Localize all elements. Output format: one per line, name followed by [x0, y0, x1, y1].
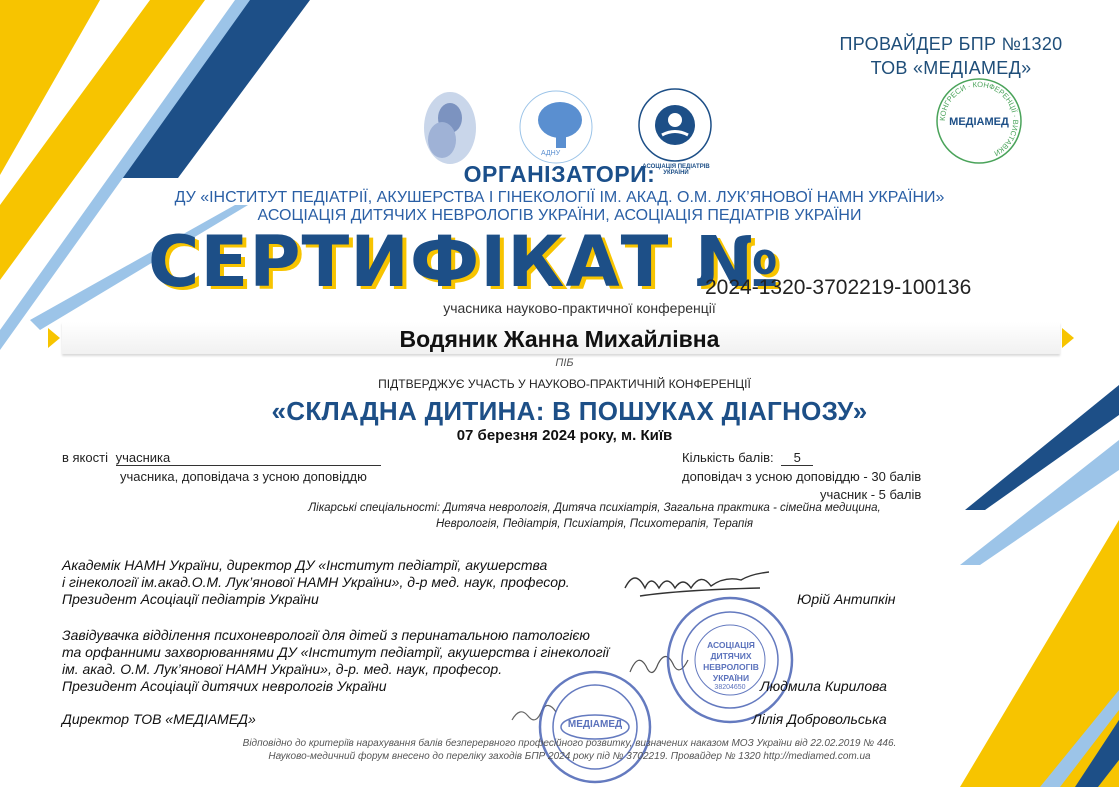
certificate-subtitle: учасника науково-практичної конференції — [443, 300, 716, 316]
adnu-logo-text: АДНУ — [541, 150, 561, 157]
signatory-2-position — [62, 627, 609, 695]
signatory-1-line-1: Академік НАМН України, директор ДУ «Інститут педіатрії, акушерства — [62, 557, 548, 573]
conference-title: «СКЛАДНА ДИТИНА: В ПОШУКАХ ДІАГНОЗУ» — [271, 396, 868, 426]
name-label: ПІБ — [555, 357, 574, 369]
pediatrics-association-logo-icon — [639, 89, 711, 161]
points-speaker: доповідач з усною доповіддю - 30 балів — [682, 469, 922, 484]
role-options: учасника, доповідача з усною доповіддю — [120, 469, 367, 484]
conference-date-place: 07 березня 2024 року, м. Київ — [456, 427, 673, 444]
specialties-line-2: Неврологія, Педіатрія, Психіатрія, Психотерапія, Терапія — [435, 518, 754, 530]
points-value: 5 — [781, 450, 813, 466]
organizers-line-2: АСОЦІАЦІЯ ДИТЯЧИХ НЕВРОЛОГІВ УКРАЇНИ, АСОЦІАЦІЯ ПЕДІАТРІВ УКРАЇНИ — [257, 207, 862, 224]
signatory-2-line-1: Завідувачка відділення психоневрології для дітей з перинатальною патологією — [62, 627, 590, 643]
signatory-2-line-3: ім. акад. О.М. Лук’янової НАМН України», д-р. мед. наук, професор. — [62, 661, 503, 677]
footer-line-2: Науково-медичний форум внесено до переліку заходів БПР 2024 року під № 3702219. Провайдер № 1320 http://mediamed.com.ua — [268, 751, 871, 762]
signatory-1-line-3: Президент Асоціації педіатрів України — [62, 591, 319, 607]
confirm-text: ПІДТВЕРДЖУЄ УЧАСТЬ У НАУКОВО-ПРАКТИЧНІЙ КОНФЕРЕНЦІЇ — [378, 377, 751, 391]
certificate-number: 2024-1320-3702219-100136 — [705, 276, 972, 299]
signatory-1-line-2: і гінекології ім.акад.О.М. Лук’янової НАМН України», д-р мед. наук, професор. — [62, 574, 570, 590]
signatory-1-position — [62, 557, 570, 608]
mediamed-logo-ring-text: КОНГРЕСИ · КОНФЕРЕНЦІЇ · ВИСТАВКИ — [937, 79, 1021, 158]
points-block — [682, 450, 813, 466]
signatory-3-position — [62, 711, 256, 728]
signature-antypkin — [625, 572, 769, 596]
role-value: учасника — [116, 450, 381, 466]
institute-emblem-icon — [424, 92, 476, 164]
participant-name: Водяник Жанна Михайлівна — [399, 326, 720, 352]
organizers-title: ОРГАНІЗАТОРИ: — [463, 161, 656, 187]
mediamed-logo-icon — [934, 76, 1024, 166]
signatory-1-name: Юрій Антипкін — [797, 591, 896, 607]
signatory-2-line-4: Президент Асоціації дитячих неврологів України — [62, 678, 387, 694]
signatory-2-line-2: та орфанними захворюваннями ДУ «Інститут педіатрії, акушерства і гінекології — [62, 644, 609, 660]
mediamed-logo-text: МЕДІАМЕД — [949, 116, 1009, 128]
organizers-line-1: ДУ «ІНСТИТУТ ПЕДІАТРІЇ, АКУШЕРСТВА І ГІНЕКОЛОГІЇ ІМ. АКАД. О.М. ЛУК’ЯНОВОЇ НАМН УКРАЇНИ» — [174, 189, 945, 206]
provider-line-2: ТОВ «МЕДІАМЕД» — [870, 58, 1032, 78]
role-label: в якості — [62, 450, 108, 465]
signatory-3-line-1: Директор ТОВ «МЕДІАМЕД» — [62, 711, 256, 727]
association-stamp-code: 38204650 — [714, 684, 746, 691]
mediamed-stamp-text: МЕДІАМЕД — [567, 719, 623, 730]
footer-line-1: Відповідно до критеріїв нарахування балів безперервного професійного розвитку, визначених наказом МОЗ України від 22.02.2019 № 446. — [242, 738, 897, 749]
certificate-title: СЕРТИФІКАТ № — [148, 221, 781, 303]
specialties-line-1: Лікарські спеціальності: Дитяча неврологія, Дитяча психіатрія, Загальна практика - сімейна медицина, — [308, 502, 881, 514]
provider-line-1: ПРОВАЙДЕР БПР №1320 — [839, 34, 1063, 54]
signature-kyrylova — [630, 656, 688, 672]
provider-block — [821, 32, 1081, 80]
points-participant: учасник - 5 балів — [820, 487, 922, 502]
signature-dobrovolska — [512, 705, 556, 720]
role-block — [62, 450, 381, 466]
association-stamp-text: АСОЦІАЦІЯ ДИТЯЧИХ НЕВРОЛОГІВ УКРАЇНИ — [703, 640, 759, 683]
points-label: Кількість балів: — [682, 450, 774, 465]
signatory-2-name: Людмила Кирилова — [760, 678, 887, 694]
signatory-3-name: Лілія Добровольська — [752, 711, 887, 727]
pediatrics-logo-text: АСОЦІАЦІЯ ПЕДІАТРІВ УКРАЇНИ — [642, 164, 710, 176]
